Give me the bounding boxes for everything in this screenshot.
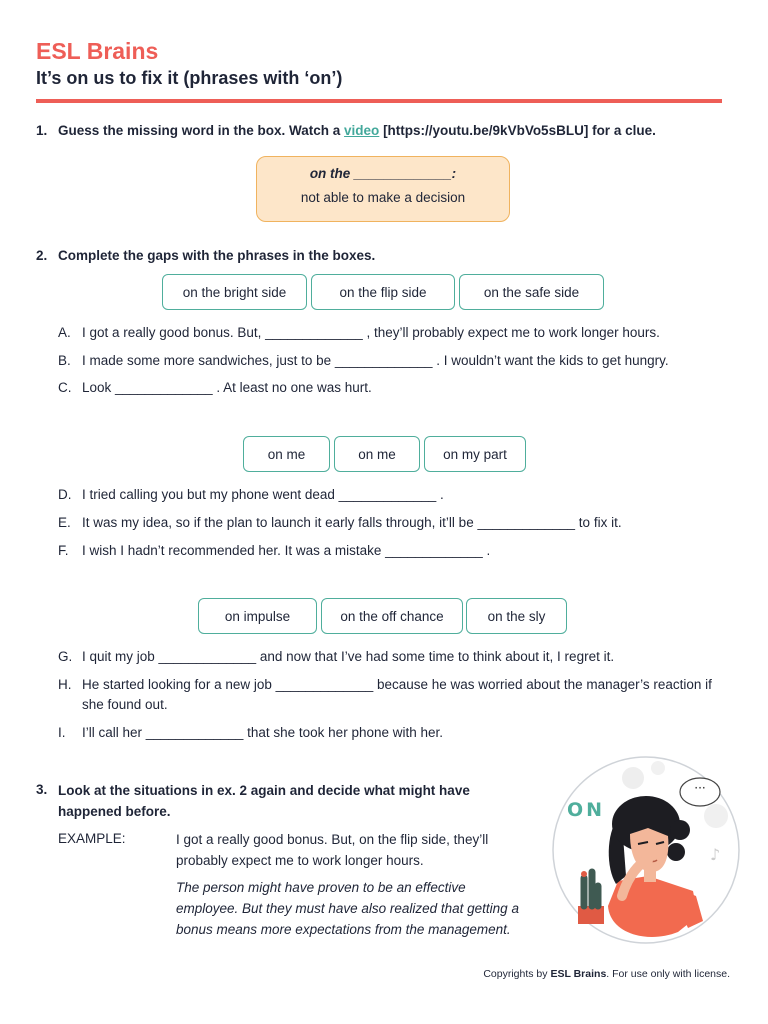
q1-text-after: [https://youtu.be/9kVbVo5sBLU] for a clue. xyxy=(379,123,656,138)
svg-text:♪: ♪ xyxy=(710,845,721,864)
item-letter: I. xyxy=(58,725,66,740)
item-text: I made some more sandwiches, just to be _____________ . I wouldn’t want the kids to get hungry. xyxy=(82,353,669,368)
gap-sentence xyxy=(58,378,722,398)
footer-suffix: . For use only with license. xyxy=(606,968,730,980)
thought-bubble: ··· xyxy=(694,781,706,795)
video-link[interactable]: video xyxy=(344,123,380,138)
gap-sentence xyxy=(58,541,722,561)
gap-sentence xyxy=(58,647,722,667)
item-letter: B. xyxy=(58,353,71,368)
example-sentence: I got a really good bonus. But, on the flip side, they’ll probably expect me to work longer hours. xyxy=(176,832,489,868)
item-text: I quit my job _____________ and now that I’ve had some time to think about it, I regret it. xyxy=(82,649,615,664)
gap-sentence xyxy=(58,723,722,743)
item-letter: A. xyxy=(58,325,71,340)
item-letter: G. xyxy=(58,649,73,664)
page-title: It’s on us to fix it (phrases with ‘on’) xyxy=(36,68,343,88)
on-label: ON xyxy=(566,799,606,821)
clue-phrase: on the _____________: xyxy=(309,166,457,181)
phrase-box: on the bright side xyxy=(162,274,307,310)
q1-text-before: Guess the missing word in the box. Watch a xyxy=(58,123,345,138)
thinking-woman-illustration xyxy=(548,756,744,946)
gap-sentence xyxy=(58,323,722,343)
item-letter: D. xyxy=(58,487,72,502)
item-text: I got a really good bonus. But, _____________ , they’ll probably expect me to work longer hours. xyxy=(82,325,660,340)
phrase-box: on the flip side xyxy=(311,274,455,310)
copyright-footer xyxy=(483,968,730,980)
question-3-number: 3. xyxy=(36,782,48,797)
clue-box xyxy=(256,156,510,222)
title-divider xyxy=(36,99,722,103)
gap-sentence xyxy=(58,351,722,371)
item-letter: E. xyxy=(58,515,71,530)
question-3-instruction: Look at the situations in ex. 2 again and decide what might have happened before. xyxy=(58,783,470,819)
gap-sentence xyxy=(58,485,722,505)
item-letter: H. xyxy=(58,677,72,692)
brand-logo-text: ESL Brains xyxy=(36,38,159,64)
phrase-box: on the off chance xyxy=(321,598,463,634)
gap-sentence xyxy=(58,513,722,533)
phrase-box: on my part xyxy=(424,436,526,472)
question-2-number: 2. xyxy=(36,248,48,263)
item-letter: C. xyxy=(58,380,72,395)
example-answer: The person might have proven to be an effective employee. But they must have also realized that getting a bonus means more expectations from the management. xyxy=(176,880,519,937)
phrase-box: on the sly xyxy=(466,598,567,634)
phrase-box: on the safe side xyxy=(459,274,604,310)
item-letter: F. xyxy=(58,543,69,558)
item-text: I tried calling you but my phone went dead _____________ . xyxy=(82,487,444,502)
phrase-box: on impulse xyxy=(198,598,317,634)
phrase-box: on me xyxy=(243,436,330,472)
question-1-number: 1. xyxy=(36,123,48,138)
footer-brand: ESL Brains xyxy=(550,968,607,980)
question-1-instruction xyxy=(58,123,656,138)
item-text: Look _____________ . At least no one was hurt. xyxy=(82,380,372,395)
item-text: I wish I hadn’t recommended her. It was a mistake _____________ . xyxy=(82,543,491,558)
phrase-box: on me xyxy=(334,436,420,472)
footer-prefix: Copyrights by xyxy=(483,968,551,980)
gap-sentence xyxy=(58,675,722,715)
item-text: It was my idea, so if the plan to launch it early falls through, it’ll be _____________ to fix it. xyxy=(82,515,622,530)
question-2-instruction: Complete the gaps with the phrases in the boxes. xyxy=(58,248,376,263)
item-text: He started looking for a new job _____________ because he was worried about the manager’s reaction if she found out. xyxy=(82,677,712,712)
item-text: I’ll call her _____________ that she took her phone with her. xyxy=(82,725,444,740)
example-label: EXAMPLE: xyxy=(58,831,126,846)
clue-meaning: not able to make a decision xyxy=(300,190,466,205)
